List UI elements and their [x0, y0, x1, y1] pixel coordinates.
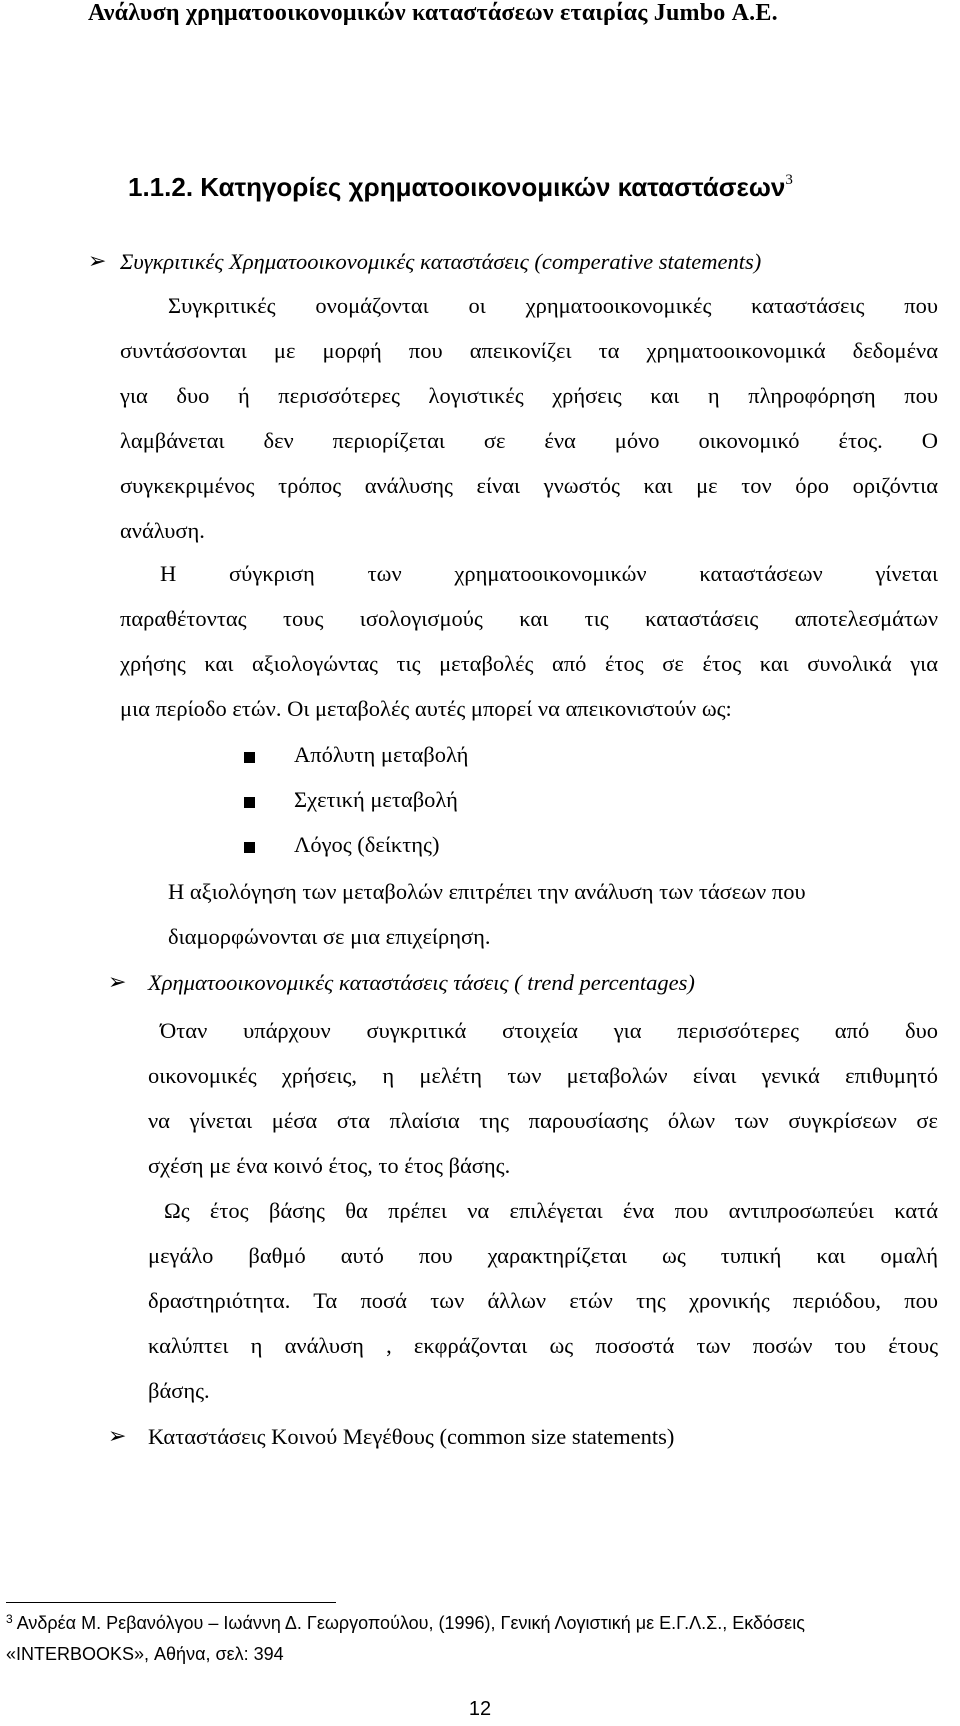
paragraph-line: σχέση με ένα κοινό έτος, το έτος βάσης.	[148, 1153, 511, 1178]
footnote-text: Ανδρέα Μ. Ρεβανόλγου – Ιωάννη Δ. Γεωργοπούλου, (1996), Γενική Λογιστική με Ε.Γ.Λ.Σ., Εκδόσεις	[16, 1613, 805, 1633]
square-bullet-icon	[244, 842, 255, 853]
paragraph-line: Συγκριτικές ονομάζονται οι χρηματοοικονομικές καταστάσεις που	[168, 293, 938, 318]
paragraph-line: λαμβάνεται δεν περιορίζεται σε ένα μόνο οικονομικό έτος. Ο	[120, 428, 938, 453]
footnote-separator	[6, 1602, 336, 1603]
sub-item: Σχετική μεταβολή	[294, 787, 458, 812]
paragraph-line: χρήσης και αξιολογώντας τις μεταβολές από έτος σε έτος και συνολικά για	[120, 651, 938, 676]
paragraph-line: καλύπτει η ανάλυση , εκφράζονται ως ποσοστά των ποσών του έτους	[148, 1333, 938, 1358]
running-header: Ανάλυση χρηματοοικονομικών καταστάσεων εταιρίας Jumbo Α.Ε.	[88, 0, 778, 26]
paragraph-line: Η σύγκριση των χρηματοοικονομικών καταστάσεων γίνεται	[160, 561, 938, 586]
bullet-title-comparative: Συγκριτικές Χρηματοοικονομικές καταστάσεις (comperative statements)	[120, 249, 762, 274]
paragraph-line: ανάλυση.	[120, 518, 205, 543]
footnote-line: «INTERBOOKS», Αθήνα, σελ: 394	[6, 1644, 284, 1664]
section-title: Κατηγορίες χρηματοοικονομικών καταστάσεων	[200, 172, 786, 202]
paragraph-line: μεγάλο βαθμό αυτό που χαρακτηρίζεται ως τυπική και ομαλή	[148, 1243, 938, 1268]
square-bullet-icon	[244, 752, 255, 763]
bullet-title-trend: Χρηματοοικονομικές καταστάσεις τάσεις ( trend percentages)	[148, 970, 695, 995]
sub-item: Απόλυτη μεταβολή	[294, 742, 469, 767]
paragraph-line: συντάσσονται με μορφή που απεικονίζει τα χρηματοοικονομικά δεδομένα	[120, 338, 938, 363]
section-heading	[128, 172, 793, 203]
arrow-bullet-icon: ➢	[108, 1424, 127, 1449]
page-number: 12	[468, 1698, 492, 1720]
paragraph-line: παραθέτοντας τους ισολογισμούς και τις καταστάσεις αποτελεσμάτων	[120, 606, 938, 631]
paragraph-line: μια περίοδο ετών. Οι μεταβολές αυτές μπορεί να απεικονιστούν ως:	[120, 696, 732, 721]
paragraph-line: Όταν υπάρχουν συγκριτικά στοιχεία για περισσότερες από δυο	[160, 1018, 938, 1043]
arrow-bullet-icon: ➢	[88, 249, 107, 274]
paragraph-line: συγκεκριμένος τρόπος ανάλυσης είναι γνωστός και με τον όρο οριζόντια	[120, 473, 938, 498]
paragraph-line: δραστηριότητα. Τα ποσά των άλλων ετών της χρονικής περιόδου, που	[148, 1288, 938, 1313]
paragraph-line: για δυο ή περισσότερες λογιστικές χρήσεις και η πληροφόρηση που	[120, 383, 938, 408]
paragraph-line: να γίνεται μέσα στα πλαίσια της παρουσίασης όλων των συγκρίσεων σε	[148, 1108, 938, 1133]
bullet-title-common-size: Καταστάσεις Κοινού Μεγέθους (common size statements)	[148, 1424, 675, 1449]
paragraph-line: Η αξιολόγηση των μεταβολών επιτρέπει την ανάλυση των τάσεων που	[168, 879, 806, 904]
paragraph-line: διαμορφώνονται σε μια επιχείρηση.	[168, 924, 491, 949]
paragraph-line: οικονομικές χρήσεις, η μελέτη των μεταβολών είναι γενικά επιθυμητό	[148, 1063, 938, 1088]
paragraph-line: Ως έτος βάσης θα πρέπει να επιλέγεται ένα που αντιπροσωπεύει κατά	[164, 1198, 938, 1223]
paragraph-line: βάσης.	[148, 1378, 210, 1403]
section-number: 1.1.2.	[128, 172, 194, 202]
footnote-reference: 3	[785, 172, 793, 188]
sub-item: Λόγος (δείκτης)	[294, 832, 440, 857]
footnote-line	[6, 1612, 805, 1634]
footnote-number: 3	[6, 1612, 13, 1626]
arrow-bullet-icon: ➢	[108, 970, 127, 995]
square-bullet-icon	[244, 797, 255, 808]
